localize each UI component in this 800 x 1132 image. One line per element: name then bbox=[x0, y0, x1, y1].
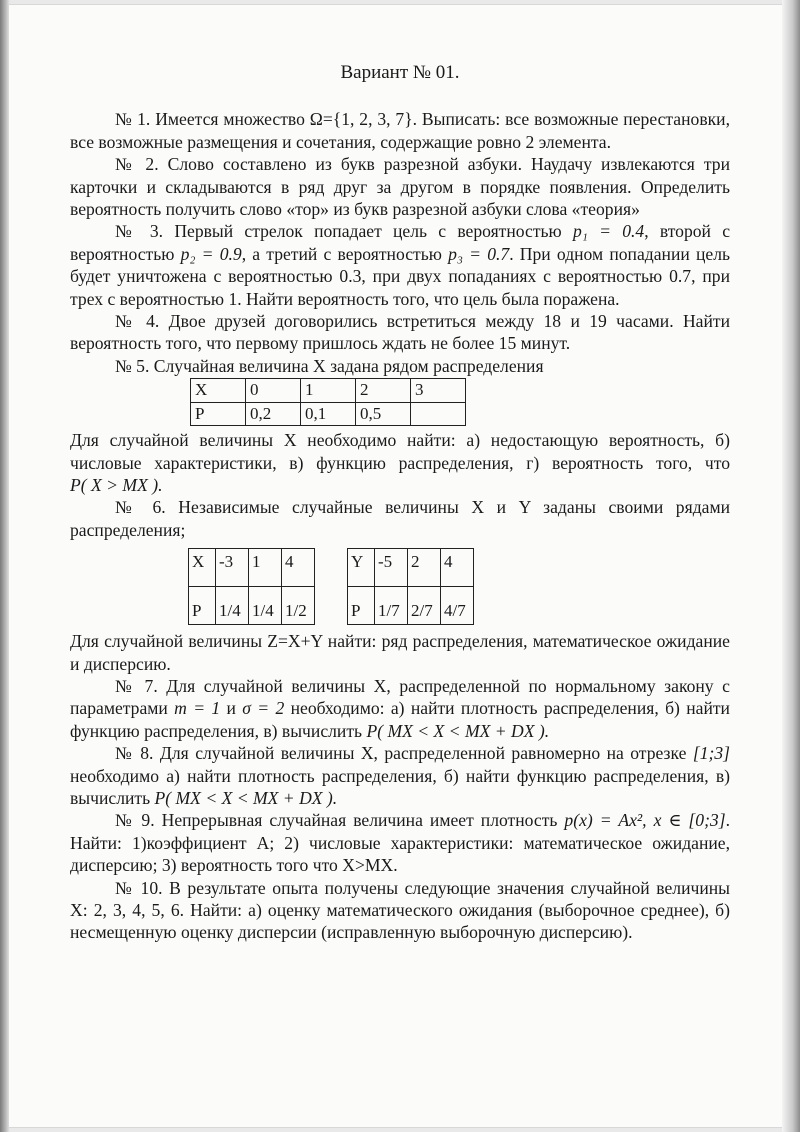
document-body bbox=[70, 62, 730, 944]
table-cell: X bbox=[191, 379, 246, 402]
table-cell: 4 bbox=[441, 549, 474, 587]
table-cell: 1/4 bbox=[249, 587, 282, 625]
problem-6: № 6. Независимые случайные величины X и Y заданы своими рядами распределения; bbox=[70, 497, 730, 540]
table-cell: 4/7 bbox=[441, 587, 474, 625]
problem-3: № 3. Первый стрелок попадает цель с вероятностью p₁ = 0.4, второй с вероятностью p₂ = 0.9, а третий с вероятностью p₃ = 0.7. При одном попадании цель будет уничтожена с вероятностью 0.3, при двух попаданиях с вероятностью 0.7, при трех с вероятностью 1. Найти вероятность того, что цель была поражена. bbox=[70, 221, 730, 309]
problem-7: № 7. Для случайной величины X, распределенной по нормальному закону с параметрами m = 1 и σ = 2 необходимо: а) найти плотность распределения, б) найти функцию распределения, в) вычислить P( MX < X < MX + DX ). bbox=[70, 675, 730, 741]
problem-9: № 9. Непрерывная случайная величина имеет плотность p(x) = Ax², x ∈ [0;3]. Найти: 1)коэффициент А; 2) числовые характеристики: математическое ожидание, дисперсию; 3) вероятность того что X>MX. bbox=[70, 810, 730, 876]
distribution-table-x bbox=[190, 378, 466, 426]
table-cell: 2 bbox=[408, 549, 441, 587]
table-cell: 1 bbox=[301, 379, 356, 402]
distribution-table-x bbox=[188, 548, 315, 625]
table-cell: 2 bbox=[356, 379, 411, 402]
table-cell: 1/2 bbox=[282, 587, 315, 625]
table-cell: 1/4 bbox=[216, 587, 249, 625]
distribution-table-y bbox=[347, 548, 474, 625]
table-cell: 3 bbox=[411, 379, 466, 402]
table-cell: 1/7 bbox=[375, 587, 408, 625]
problem-1: № 1. Имеется множество Ω={1, 2, 3, 7}. Выписать: все возможные перестановки, все возможные размещения и сочетания, содержащие ровно 2 элемента. bbox=[70, 109, 730, 152]
table-cell: -5 bbox=[375, 549, 408, 587]
table-cell: 1 bbox=[249, 549, 282, 587]
table-cell: X bbox=[189, 549, 216, 587]
scan-edge-right bbox=[782, 0, 800, 1132]
table-cell: P bbox=[191, 402, 246, 425]
table-cell: Y bbox=[348, 549, 375, 587]
table-cell: P bbox=[189, 587, 216, 625]
table-cell: 2/7 bbox=[408, 587, 441, 625]
table-cell-empty bbox=[411, 402, 466, 425]
problem-4: № 4. Двое друзей договорились встретиться между 18 и 19 часами. Найти вероятность того, что первому пришлось ждать не более 15 минут. bbox=[70, 311, 730, 354]
table-cell: 0 bbox=[246, 379, 301, 402]
table-cell: P bbox=[348, 587, 375, 625]
table-cell: 0,5 bbox=[356, 402, 411, 425]
page-title: Вариант № 01. bbox=[340, 62, 460, 83]
table-cell: 0,1 bbox=[301, 402, 356, 425]
problem-5-task: Для случайной величины X необходимо найти: а) недостающую вероятность, б) числовые характеристики, в) функцию распределения, г) вероятность того, что P( X > MX ). bbox=[70, 430, 730, 495]
problem-10: № 10. В результате опыта получены следующие значения случайной величины X: 2, 3, 4, 5, 6. Найти: а) оценку математического ожидания (выборочное среднее), б) несмещенную оценку дисперсии (исправленную выборочную дисперсию). bbox=[70, 877, 730, 943]
problem-2: № 2. Слово составлено из букв разрезной азбуки. Наудачу извлекаются три карточки и складываются в ряд друг за другом в порядке появления. Определить вероятность получить слово «тор» из букв разрезной азбуки слова «теория» bbox=[70, 154, 730, 220]
table-cell: 4 bbox=[282, 549, 315, 587]
table-cell: 0,2 bbox=[246, 402, 301, 425]
distribution-tables-pair bbox=[188, 547, 730, 628]
problem-5: № 5. Случайная величина X задана рядом распределения bbox=[115, 355, 544, 376]
table-cell: -3 bbox=[216, 549, 249, 587]
problem-8: № 8. Для случайной величины X, распределенной равномерно на отрезке [1;3] необходимо а) найти плотность распределения, б) найти функцию распределения, в) вычислить P( MX < X < MX + DX ). bbox=[70, 743, 730, 808]
problem-6-task: Для случайной величины Z=X+Y найти: ряд распределения, математическое ожидание и дисперсию. bbox=[70, 631, 730, 674]
